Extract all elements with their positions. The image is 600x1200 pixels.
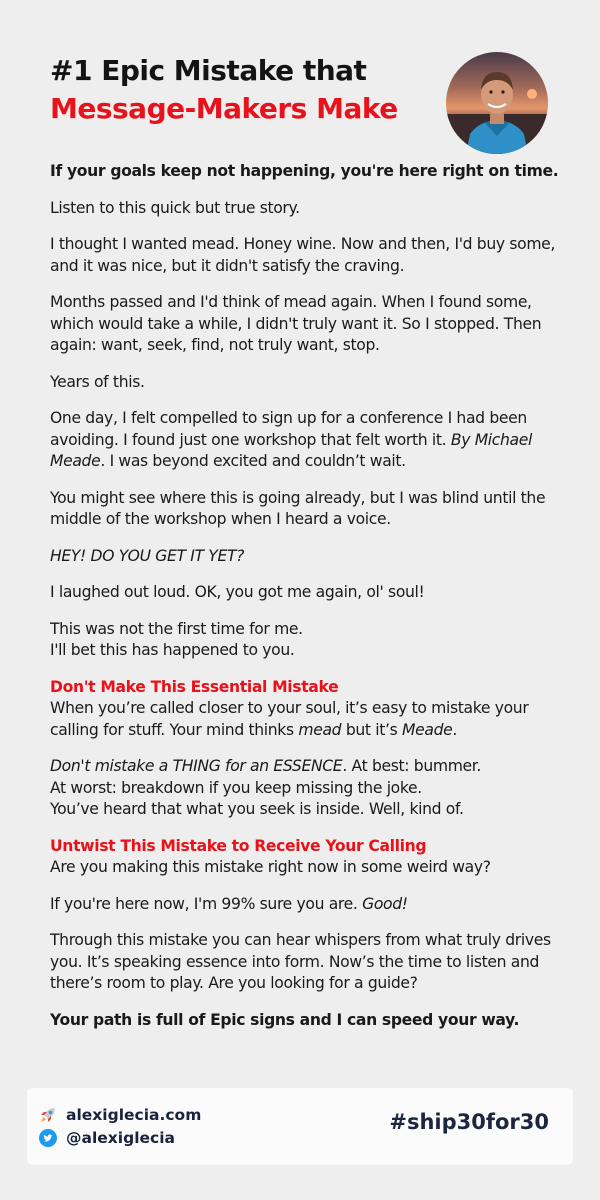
text: . I was beyond excited and couldn’t wait. [100,452,406,470]
emphasis: By Michael Meade [50,430,532,470]
text: I'll bet this has happened to you. [50,641,295,659]
rocket-icon [39,1106,57,1124]
text: If you're here now, I'm 99% sure you are. [50,894,358,913]
page-title [50,52,398,128]
text: One day, I felt compelled to sign up for a conference I had been avoiding. I found just one workshop that felt worth it. [50,409,527,449]
title-line-1: #1 Epic Mistake that [50,54,367,87]
footer-card [27,1088,573,1165]
emphasis: HEY! DO YOU GET IT YET? [50,546,245,565]
paragraph [50,546,565,568]
paragraph: You might see where this is going already, but I was blind until the middle of the workshop when I heard a voice. [50,488,546,528]
social-links [39,1103,201,1149]
section [50,677,565,742]
section-heading: Don't Make This Essential Mistake [50,677,339,696]
emphasis: mead [298,720,342,739]
website-link[interactable]: alexiglecia.com [66,1105,202,1124]
title-line-2: Message-Makers Make [50,92,398,125]
intro-hook: If your goals keep not happening, you're here right on time. [50,162,559,180]
text: At worst: breakdown if you keep missing the joke. [50,778,422,797]
twitter-row[interactable] [39,1126,201,1149]
paragraph [50,894,565,916]
text: This was not the first time for me. [50,619,303,638]
article-body [50,160,565,1046]
section-heading: Untwist This Mistake to Receive Your Calling [50,836,427,855]
text: When you’re called closer to your soul, it’s easy to mistake your calling for stuff. Your mind thinks [50,699,529,739]
text: . [452,720,458,739]
paragraph [50,619,565,662]
website-row[interactable] [39,1103,201,1126]
text: but it’s [345,720,398,739]
text: You’ve heard that what you seek is inside. Well, kind of. [50,800,464,818]
twitter-icon [39,1129,57,1147]
author-avatar [446,52,548,154]
text: Are you making this mistake right now in some weird way? [50,858,491,876]
emphasis: Don't mistake a THING for an ESSENCE [50,757,343,775]
emphasis: Meade [402,720,453,739]
paragraph: I laughed out loud. OK, you got me again, ol' soul! [50,583,425,601]
section [50,836,565,879]
hashtag: #ship30for30 [389,1110,549,1134]
paragraph: Years of this. [50,372,145,391]
paragraph: Listen to this quick but true story. [50,198,300,217]
paragraph: Months passed and I'd think of mead again. When I found some, which would take a while, I didn't truly want it. So I stopped. Then again: want, seek, find, not truly want, stop. [50,293,542,354]
text: . At best: bummer. [342,757,482,775]
emphasis: Good! [362,894,408,913]
paragraph: I thought I wanted mead. Honey wine. Now and then, I'd buy some, and it was nice, but it didn't satisfy the craving. [50,235,556,275]
closing-line: Your path is full of Epic signs and I can speed your way. [50,1010,520,1029]
paragraph [50,408,565,473]
twitter-handle-link[interactable]: @alexiglecia [66,1128,175,1147]
paragraph: Through this mistake you can hear whispers from what truly drives you. It’s speaking essence into form. Now’s the time to listen and there’s room to play. Are you looking for a guide? [50,931,551,992]
author-photo-icon [446,52,548,154]
paragraph [50,756,565,821]
